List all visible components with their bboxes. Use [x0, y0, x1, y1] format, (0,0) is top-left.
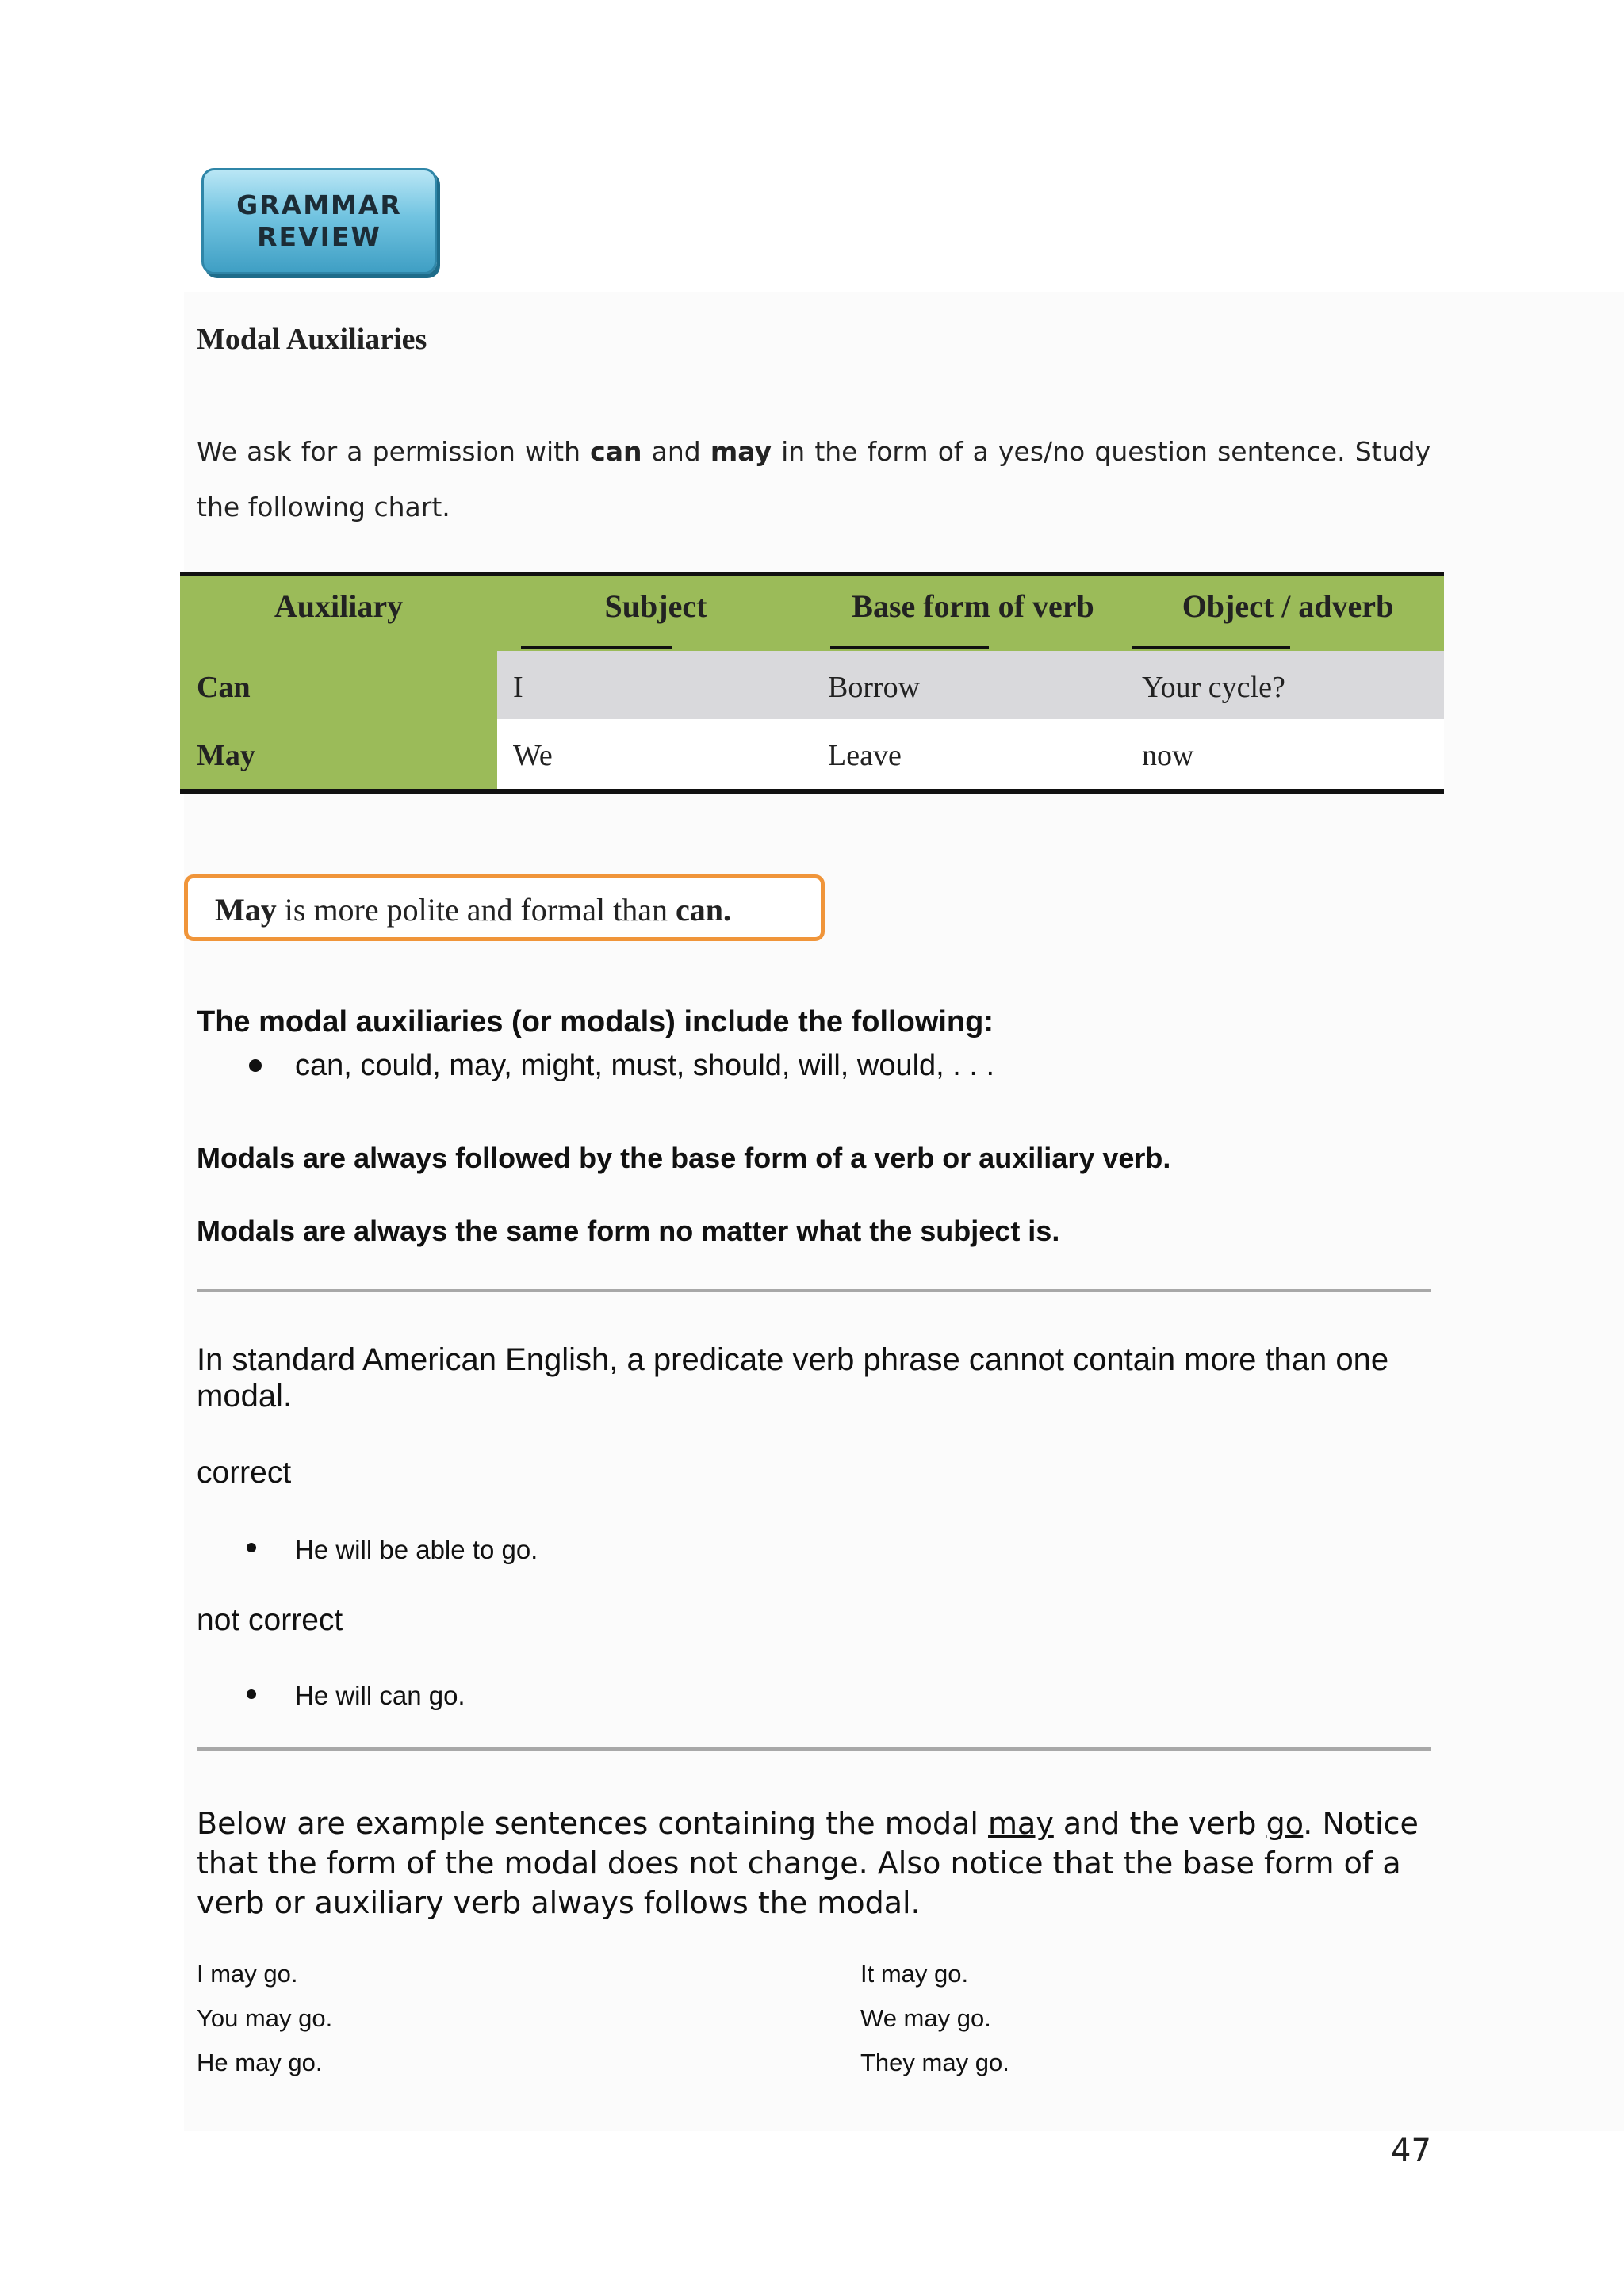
grammar-review-badge	[201, 168, 437, 274]
divider	[197, 1747, 1431, 1751]
not-correct-label: not correct	[197, 1603, 343, 1637]
example-sentence: We may go.	[860, 2004, 991, 2032]
table-cell: Can	[197, 671, 251, 704]
header-separator	[1132, 646, 1290, 649]
table-row-1-bg	[497, 651, 1444, 719]
note-mid: is more polite and formal than	[276, 892, 676, 928]
header-separator	[521, 646, 672, 649]
below-text-2: and the verb	[1053, 1806, 1266, 1841]
correct-example: He will be able to go.	[295, 1535, 538, 1564]
table-top-rule	[180, 572, 1444, 576]
politeness-note-box	[184, 874, 825, 941]
table-bottom-rule	[180, 789, 1444, 794]
badge-line-1: GRAMMAR	[236, 189, 402, 220]
intro-may: may	[710, 436, 772, 467]
table-cell: Borrow	[828, 671, 921, 704]
not-correct-example: He will can go.	[295, 1681, 465, 1710]
example-sentence: You may go.	[197, 2004, 333, 2032]
example-sentence: They may go.	[860, 2049, 1009, 2076]
header-base-form: Base form of verb	[852, 588, 1094, 624]
table-cell: now	[1142, 739, 1194, 772]
intro-paragraph	[197, 424, 1431, 535]
intro-text-3: in the form of a yes/no question sentence. Study the following chart.	[197, 436, 1431, 522]
divider	[197, 1289, 1431, 1292]
below-go: go	[1266, 1806, 1304, 1841]
page-number: 47	[1391, 2133, 1431, 2169]
intro-text-2: and	[642, 436, 710, 467]
table-cell: We	[513, 739, 553, 772]
note-can: can.	[675, 892, 731, 928]
example-sentence: He may go.	[197, 2049, 323, 2076]
intro-text-1: We ask for a permission with	[197, 436, 591, 467]
below-may: may	[988, 1806, 1054, 1841]
examples-right-column	[860, 1952, 1009, 2085]
intro-can: can	[590, 436, 642, 467]
examples-left-column	[197, 1952, 332, 2085]
rule-same-form: Modals are always the same form no matter what the subject is.	[197, 1215, 1060, 1247]
note-text	[215, 891, 731, 928]
bullet-icon	[247, 1689, 256, 1699]
table-cell: Leave	[828, 739, 902, 772]
below-text-3: . Notice that the form of the modal does not change. Also notice that the base form of a verb or auxiliary verb always follows the modal.	[197, 1806, 1419, 1920]
header-object-adverb: Object / adverb	[1182, 588, 1394, 624]
modal-chart-table	[180, 572, 1444, 795]
table-row-2-bg	[497, 719, 1444, 789]
example-sentence: I may go.	[197, 1960, 298, 1988]
modals-list: can, could, may, might, must, should, will, would, . . .	[295, 1049, 995, 1082]
below-text-1: Below are example sentences containing the modal	[197, 1806, 989, 1841]
table-cell: I	[513, 671, 523, 704]
bullet-icon	[247, 1543, 256, 1552]
examples-intro-paragraph	[197, 1804, 1431, 1923]
rule-base-form: Modals are always followed by the base form of a verb or auxiliary verb.	[197, 1142, 1171, 1174]
table-cell: May	[197, 739, 255, 772]
header-auxiliary: Auxiliary	[274, 588, 404, 624]
header-subject: Subject	[604, 588, 707, 624]
standard-english-paragraph: In standard American English, a predicate verb phrase cannot contain more than one modal.	[197, 1342, 1389, 1414]
page-title: Modal Auxiliaries	[197, 323, 427, 356]
bullet-icon	[249, 1059, 262, 1072]
correct-label: correct	[197, 1456, 292, 1490]
example-sentence: It may go.	[860, 1960, 969, 1988]
table-cell: Your cycle?	[1142, 671, 1285, 704]
header-separator	[830, 646, 989, 649]
note-may: May	[215, 892, 277, 928]
badge-line-2: REVIEW	[257, 221, 381, 252]
modals-heading: The modal auxiliaries (or modals) include the following:	[197, 1005, 994, 1039]
